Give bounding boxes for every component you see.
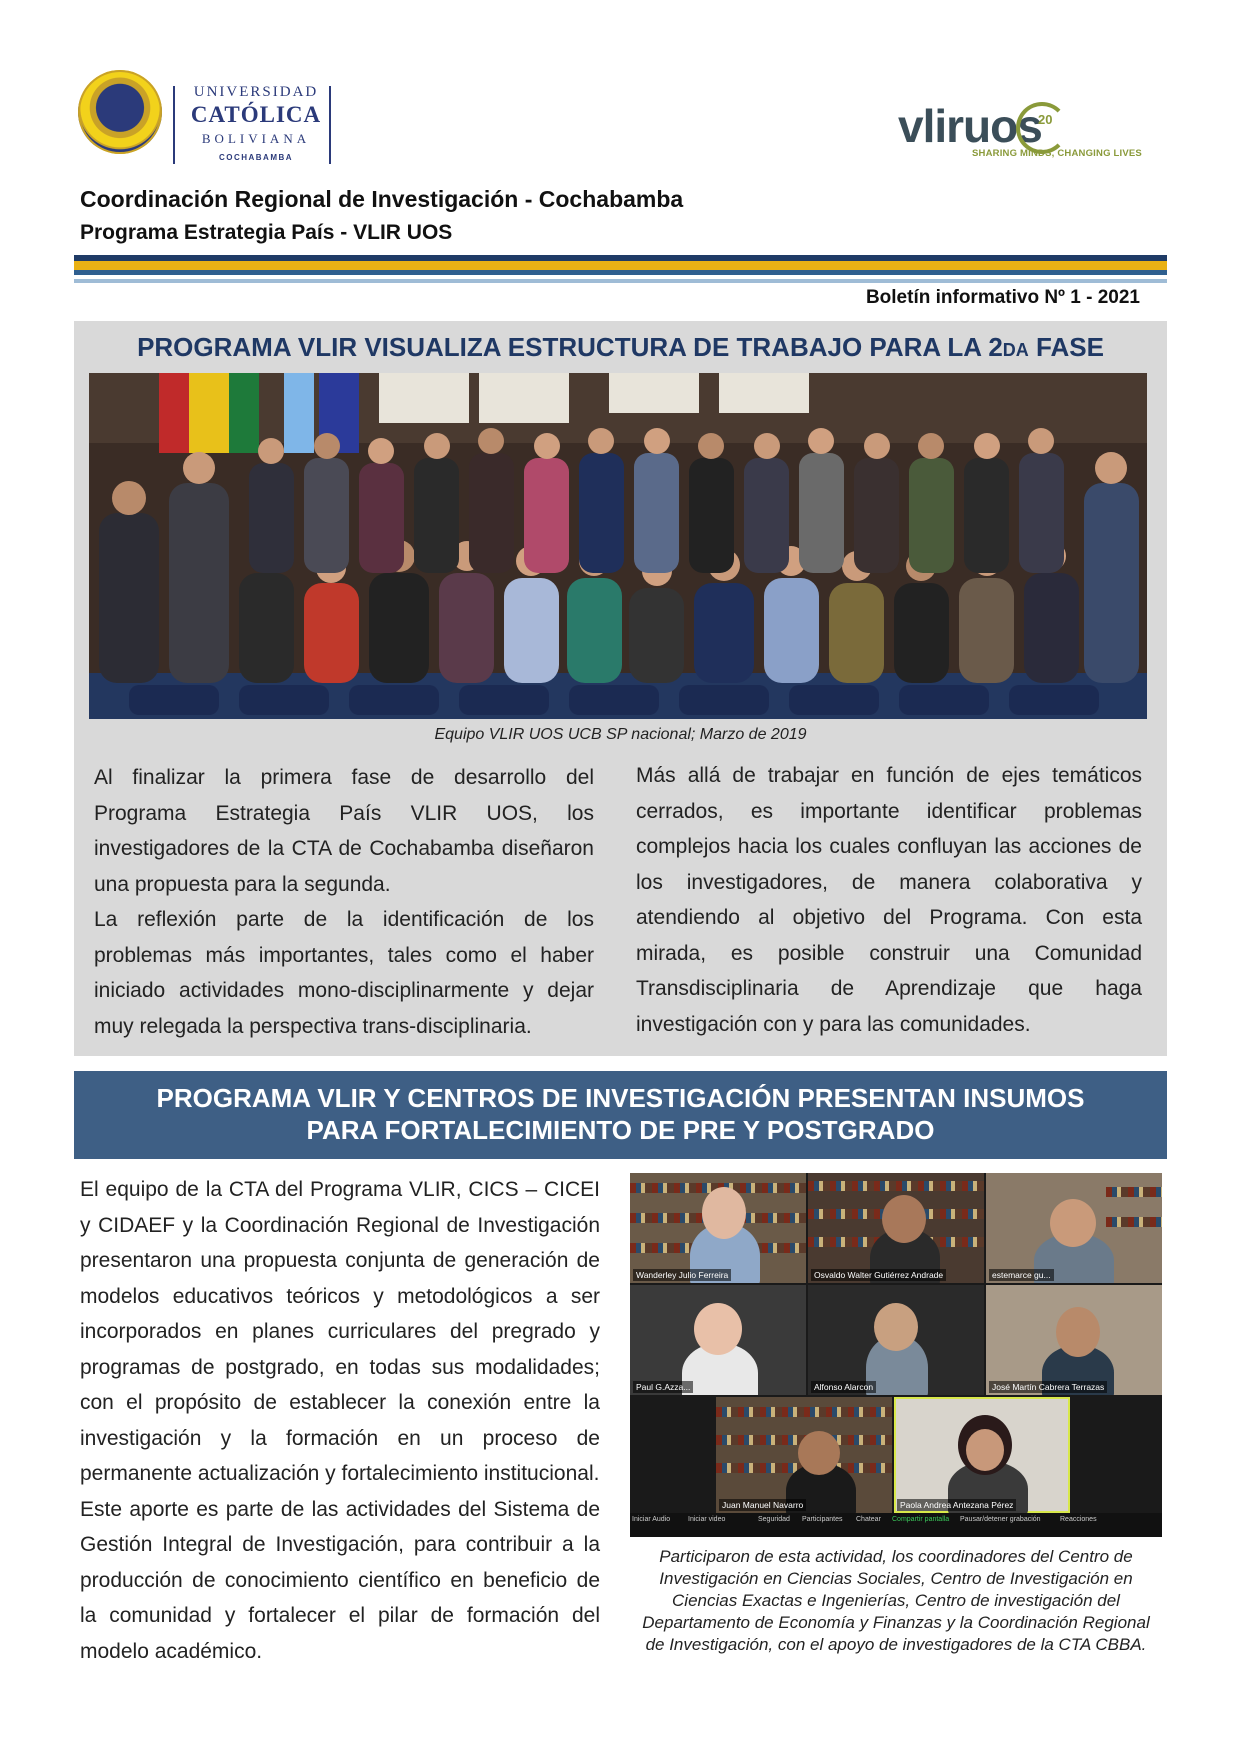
section1-title-main: PROGRAMA VLIR VISUALIZA ESTRUCTURA DE TRABAJO PARA LA 2 — [137, 332, 1003, 362]
participant-name: Paola Andrea Antezana Pérez — [897, 1499, 1016, 1511]
video-call-screenshot — [630, 1173, 1162, 1537]
header-rule-light — [74, 279, 1167, 283]
section2-title-line1: PROGRAMA VLIR Y CENTROS DE INVESTIGACIÓN PRESENTAN INSUMOS — [156, 1083, 1085, 1113]
section1-title — [74, 332, 1167, 363]
participant-name: Paul G.Azza... — [633, 1381, 693, 1393]
video-call-caption: Participaron de esta actividad, los coordinadores del Centro de Investigación en Ciencias Sociales, Centro de Investigación en Ciencias Exactas e Ingenierías, Centro de investigación del Departamento de Economía y Finanzas y la Coordinación Regional de Investigación, con el apoyo de investigadores de la CTA CBBA. — [642, 1547, 1150, 1654]
header-rule-blue — [74, 270, 1167, 275]
section2-title-line2: PARA FORTALECIMIENTO DE PRE Y POSTGRADO — [306, 1115, 935, 1145]
participant-name: José Martín Cabrera Terrazas — [989, 1381, 1107, 1393]
toolbar-label: Pausar/detener grabación — [960, 1516, 1041, 1523]
header-rule-gold — [74, 261, 1167, 270]
ucb-line-boliviana: BOLIVIANA — [201, 131, 311, 146]
program-title: Programa Estrategia País - VLIR UOS — [80, 221, 453, 244]
toolbar-label: Iniciar Audio — [632, 1516, 671, 1523]
logo-divider-right — [329, 86, 331, 164]
video-tile — [986, 1173, 1162, 1283]
vliruos-tagline: SHARING MINDS, CHANGING LIVES — [972, 148, 1142, 159]
toolbar-label: Participantes — [802, 1516, 843, 1523]
toolbar-label: Chatear — [856, 1516, 881, 1523]
bulletin-number: Boletín informativo Nº 1 - 2021 — [865, 287, 1140, 308]
ucb-seal-logo — [78, 70, 162, 154]
vliruos-logo — [898, 100, 1142, 170]
video-tile — [986, 1285, 1162, 1395]
vliruos-ring-icon — [1016, 102, 1068, 154]
ucb-wordmark — [186, 84, 326, 162]
video-tile — [630, 1285, 806, 1395]
video-tile-active-speaker — [894, 1397, 1070, 1513]
section1-left-paragraph-1: Al finalizar la primera fase de desarrollo del Programa Estrategia País VLIR UOS, los investigadores de la CTA de Cochabamba diseñaron una propuesta para la segunda. — [94, 766, 594, 896]
video-tile — [808, 1173, 984, 1283]
section2-paragraph-2: Este aporte es parte de las actividades del Sistema de Gestión Integral de Investigación, para contribuir a la producción de conocimiento científico en beneficio de la comunidad y fortalecer el pilar de formación del modelo académico. — [80, 1497, 600, 1663]
toolbar-label: Compartir pantalla — [892, 1516, 950, 1523]
video-tile — [808, 1285, 984, 1395]
group-photo-illustration — [89, 373, 1147, 719]
ucb-line-catolica: CATÓLICA — [190, 102, 322, 127]
toolbar-label: Seguridad — [758, 1516, 790, 1523]
group-photo-caption: Equipo VLIR UOS UCB SP nacional; Marzo de 2019 — [434, 726, 807, 743]
vliruos-wordmark: vliruos — [898, 100, 1042, 152]
section1-right-column — [636, 758, 1142, 1042]
participant-name: Wanderley Julio Ferreira — [633, 1269, 731, 1281]
section1-right-paragraph-1: Más allá de trabajar en función de ejes temáticos cerrados, es importante identificar problemas complejos hacia los cuales confluyan las acciones de los investigadores, de manera colaborativa y atendiendo al objetivo del Programa. Con esta mirada, es posible construir una Comunidad Transdisciplinaria de Aprendizaje que haga investigación con y para las comunidades. — [636, 764, 1142, 1036]
participant-name: Juan Manuel Navarro — [719, 1499, 806, 1511]
group-photo — [89, 373, 1147, 719]
section1-left-paragraph-2: La reflexión parte de la identificación de los problemas más importantes, tales como el haber iniciado actividades mono-disciplinarmente y dejar muy relegada la perspectiva trans-disciplinaria. — [94, 908, 594, 1038]
ucb-line-universidad: UNIVERSIDAD — [193, 84, 319, 100]
video-call-toolbar — [630, 1513, 1162, 1537]
ucb-line-cochabamba: COCHABAMBA — [218, 153, 294, 162]
section2-text-column — [80, 1172, 600, 1669]
logo-divider — [173, 86, 175, 164]
section1-title-ordinal: DA — [1002, 340, 1029, 360]
coordination-title: Coordinación Regional de Investigación - Cochabamba — [80, 186, 684, 212]
toolbar-label: Reacciones — [1060, 1516, 1097, 1523]
section1-title-end: FASE — [1028, 332, 1104, 362]
video-tile — [716, 1397, 892, 1513]
participant-name: Osvaldo Walter Gutiérrez Andrade — [811, 1269, 946, 1281]
vliruos-badge: 20 — [1038, 112, 1053, 127]
video-tile — [630, 1173, 806, 1283]
section2-paragraph-1: El equipo de la CTA del Programa VLIR, CICS – CICEI y CIDAEF y la Coordinación Regional de Investigación presentaron una propuesta conjunta de generación de modelos educativos teóricos y metodológicos a ser incorporados en planes curriculares del pregrado y programas de postgrado, en todas sus modalidades; con el propósito de establecer la conexión entre la investigación y la formación en un proceso de permanente actualización y fortalecimiento institucional. — [80, 1178, 600, 1485]
participant-name: estemarce gu... — [989, 1269, 1054, 1281]
section1-left-column — [94, 760, 594, 1044]
participant-name: Alfonso Alarcon — [811, 1381, 876, 1393]
section2-title — [74, 1082, 1167, 1146]
toolbar-label: Iniciar video — [688, 1516, 726, 1523]
